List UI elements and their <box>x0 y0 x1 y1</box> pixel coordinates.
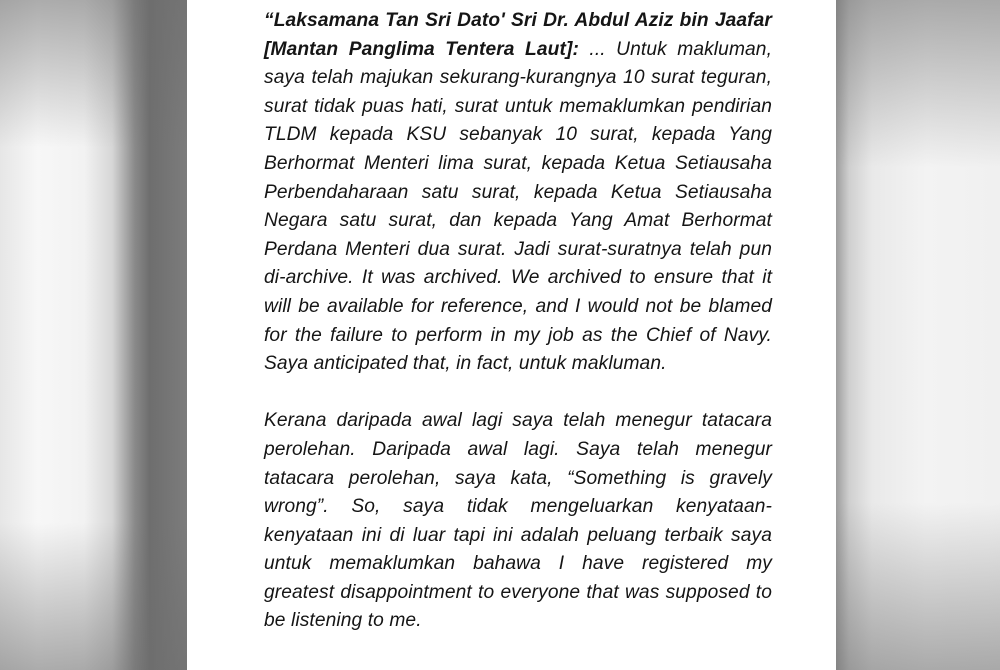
left-background-shadow <box>0 0 187 670</box>
document-page <box>187 0 836 670</box>
paragraph-2 <box>264 407 772 636</box>
paragraph-2-body: Kerana daripada awal lagi saya telah menegur tatacara perolehan. Daripada awal lagi. Saya telah menegur tatacara perolehan, saya kata, “Something is gravely wrong”. So, saya tidak mengeluarkan kenyataan-kenyataan ini di luar tapi ini adalah peluang terbaik saya untuk memaklumkan bahawa I have registered my greatest disappointment to everyone that was supposed to be listening to me. <box>264 410 772 632</box>
right-background-shadow <box>836 0 1000 670</box>
paragraph-1 <box>264 7 772 379</box>
transcript-text <box>264 7 772 665</box>
speaker-name: “Laksamana Tan Sri Dato' Sri Dr. Abdul Aziz bin Jaafar [Mantan Panglima Tentera Laut]: <box>264 10 772 60</box>
paragraph-1-body: ... Untuk makluman, saya telah majukan sekurang-kurangnya 10 surat teguran, surat tidak puas hati, surat untuk memaklumkan pendirian TLDM kepada KSU sebanyak 10 surat, kepada Yang Berhormat Menteri lima surat, kepada Ketua Setiausaha Perbendaharaan satu surat, kepada Ketua Setiausaha Negara satu surat, dan kepada Yang Amat Berhormat Perdana Menteri dua surat. Jadi surat-suratnya telah pun di-archive. It was archived. We archived to ensure that it will be available for reference, and I would not be blamed for the failure to perform in my job as the Chief of Navy. Saya anticipated that, in fact, untuk makluman. <box>264 38 772 375</box>
